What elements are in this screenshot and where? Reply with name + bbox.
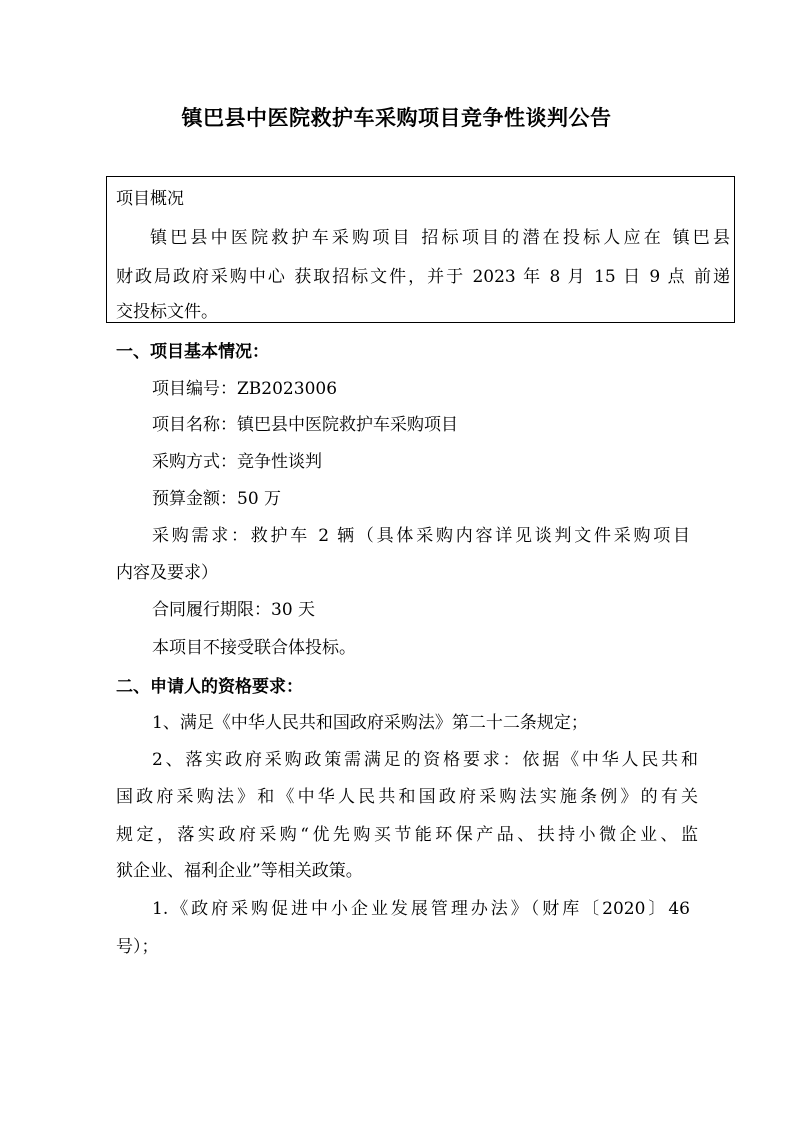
procurement-method: 采购方式：竞争性谈判 <box>152 452 322 472</box>
sub-requirement-1-line-1: 1.《政府采购促进中小企业发展管理办法》（财库〔2020〕46 <box>152 899 690 919</box>
overview-line-1: 镇巴县中医院救护车采购项目 招标项目的潜在投标人应在 镇巴县 <box>150 228 730 248</box>
project-name: 项目名称：镇巴县中医院救护车采购项目 <box>152 415 458 435</box>
requirement-2-line-4: 狱企业、福利企业”等相关政策。 <box>116 861 363 881</box>
section1-heading: 一、项目基本情况： <box>116 342 269 362</box>
section2-heading: 二、申请人的资格要求： <box>116 677 303 697</box>
overview-line-3: 交投标文件。 <box>116 302 218 322</box>
project-number: 项目编号：ZB2023006 <box>152 379 338 399</box>
requirement-2-line-1: 2、落实政府采购政策需满足的资格要求：依据《中华人民共和 <box>152 750 698 770</box>
procurement-demand-line-2: 内容及要求） <box>116 563 218 583</box>
consortium-note: 本项目不接受联合体投标。 <box>152 638 356 658</box>
contract-period: 合同履行期限：30 天 <box>152 600 316 620</box>
requirement-2-line-3: 规定，落实政府采购“优先购买节能环保产品、扶持小微企业、监 <box>116 825 698 845</box>
document-title: 镇巴县中医院救护车采购项目竞争性谈判公告 <box>181 106 612 130</box>
sub-requirement-1-line-2: 号）； <box>116 937 159 957</box>
requirement-2-line-2: 国政府采购法》和《中华人民共和国政府采购法实施条例》的有关 <box>116 787 698 807</box>
procurement-demand-line-1: 采购需求：救护车 2 辆（具体采购内容详见谈判文件采购项目 <box>152 526 690 546</box>
budget-amount: 预算金额：50 万 <box>152 489 282 509</box>
requirement-1: 1、满足《中华人民共和国政府采购法》第二十二条规定； <box>152 713 588 733</box>
overview-line-2: 财政局政府采购中心 获取招标文件，并于 2023 年 8 月 15 日 9 点 前递 <box>116 267 730 287</box>
overview-heading: 项目概况 <box>116 189 184 209</box>
